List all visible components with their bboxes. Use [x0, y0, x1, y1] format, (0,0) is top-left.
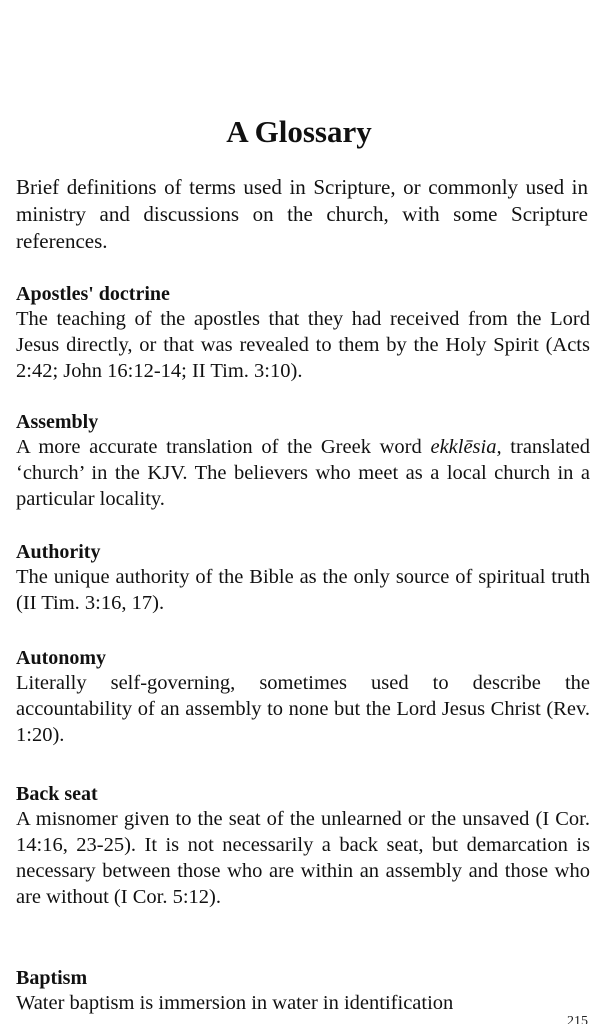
page-number: 215 [567, 1014, 588, 1024]
entry-term: Apostles' doctrine [16, 283, 170, 305]
definition-text: A more accurate translation of the Greek word [16, 436, 431, 458]
entry-term: Autonomy [16, 647, 107, 669]
glossary-entry-baptism [16, 966, 590, 1016]
entry-term: Assembly [16, 411, 99, 433]
entry-definition: The unique authority of the Bible as the only source of spiritual truth (II Tim. 3:16, 17). [16, 566, 590, 614]
entry-definition [16, 434, 590, 512]
page-title: A Glossary [226, 114, 372, 149]
glossary-entry-authority [16, 540, 590, 616]
glossary-entry-autonomy [16, 646, 590, 748]
entry-term: Authority [16, 541, 101, 563]
greek-word: ekklēsia, [430, 436, 502, 458]
entry-definition: A misnomer given to the seat of the unlearned or the unsaved (I Cor. 14:16, 23-25). It is not necessarily a back seat, but demarcation is necessary between those who are within an assembly and those who are without (I Cor. 5:12). [16, 808, 590, 908]
glossary-entry-back-seat [16, 782, 590, 910]
intro-paragraph: Brief definitions of terms used in Scripture, or commonly used in ministry and discussions on the church, with some Scripture references. [16, 175, 588, 253]
entry-definition: Water baptism is immersion in water in identification [16, 992, 454, 1014]
entry-definition: The teaching of the apostles that they had received from the Lord Jesus directly, or that was revealed to them by the Holy Spirit (Acts 2:42; John 16:12-14; II Tim. 3:10). [16, 308, 590, 382]
entry-definition: Literally self-governing, sometimes used to describe the accountability of an assembly to none but the Lord Jesus Christ (Rev. 1:20). [16, 672, 590, 746]
entry-term: Back seat [16, 783, 98, 805]
glossary-entry-apostles-doctrine [16, 282, 590, 384]
glossary-entry-assembly [16, 410, 590, 512]
definition-text: translated ‘church’ in the KJV. The believers who meet as a local church in a particular locality. [16, 436, 590, 510]
entry-term: Baptism [16, 967, 88, 989]
